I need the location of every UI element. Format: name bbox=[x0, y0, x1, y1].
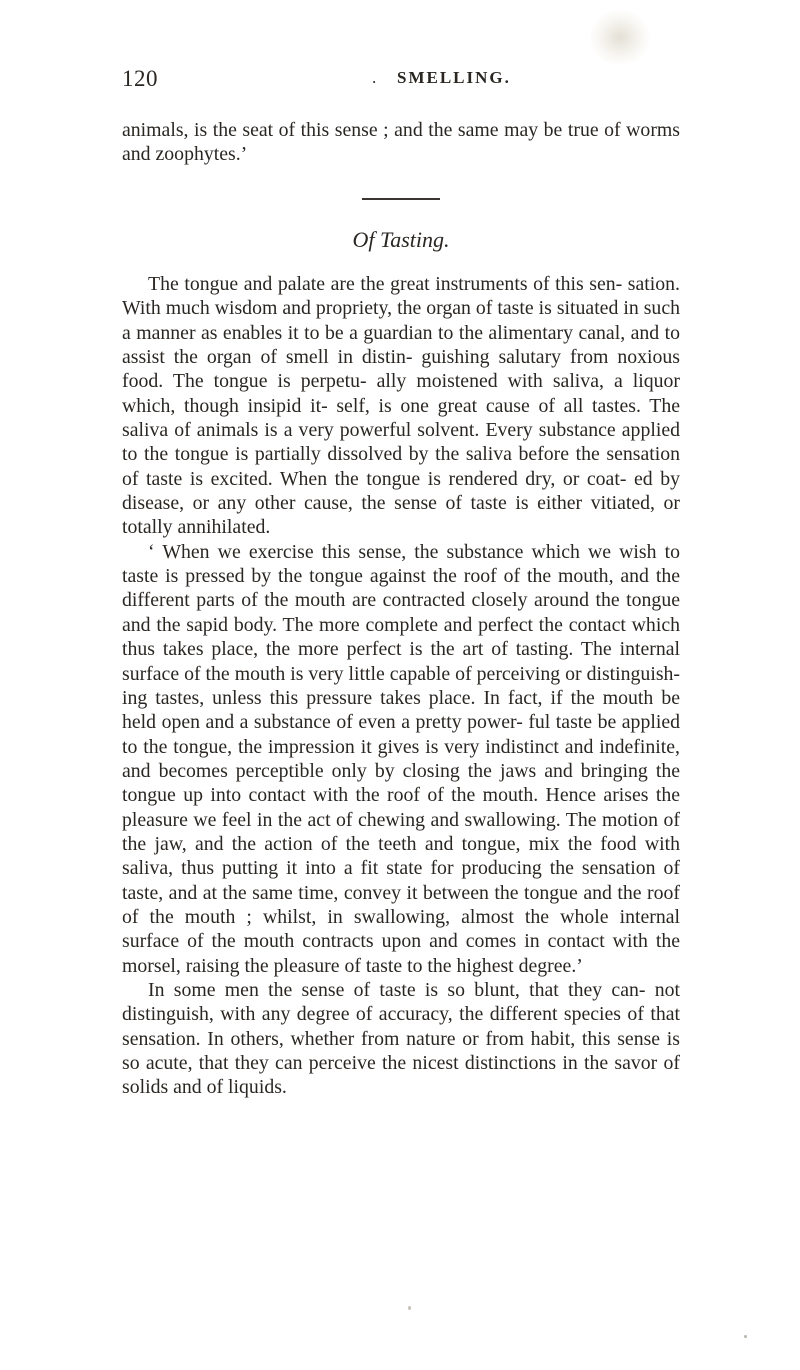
page-stain bbox=[590, 10, 650, 65]
opening-text bbox=[122, 118, 680, 167]
running-head: SMELLING. bbox=[397, 68, 511, 87]
paragraph-3: In some men the sense of taste is so blunt, that they can- not distinguish, with any degree of accuracy, the different species of that sensation. In others, whether from nature or from habit, this sense is so acute, that they can perceive the nicest distinctions in the savor of solids and of liquids. bbox=[122, 978, 680, 1099]
section-divider bbox=[362, 198, 440, 200]
page-number: 120 bbox=[122, 66, 158, 91]
section-title: Of Tasting. bbox=[352, 227, 450, 252]
paragraph-2: ‘ When we exercise this sense, the substance which we wish to taste is pressed by the tongue against the roof of the mouth, and the different parts of the mouth are contracted closely around the tongue and the sapid body. The more complete and perfect the contact which thus takes place, the more perfect is the art of tasting. The internal surface of the mouth is very little capable of perceiving or distinguish- ing tastes, unless this pressure takes place. In fact, if the mouth be held open and a substance of even a pretty power- ful taste be applied to the tongue, the impression it gives is very indistinct and indefinite, and becomes perceptible only by closing the jaws and bringing the tongue up into contact with the roof of the mouth. Hence arises the pleasure we feel in the act of chewing and swallowing. The motion of the jaw, and the action of the teeth and tongue, mix the food with saliva, thus putting it into a fit state for producing the sensation of taste, and at the same time, convey it between the tongue and the roof of the mouth ; whilst, in swallowing, almost the whole internal surface of the mouth contracts upon and comes in contact with the morsel, raising the pleasure of taste to the highest degree.’ bbox=[122, 540, 680, 977]
section-body bbox=[122, 272, 680, 1100]
paragraph-1: The tongue and palate are the great instruments of this sen- sation. With much wisdom and propriety, the organ of taste is situated in such a manner as enables it to be a guardian to the alimentary canal, and to assist the organ of smell in distin- guishing salutary from noxious food. The tongue is perpetu- ally moistened with saliva, a liquor which, though insipid it- self, is one great cause of all tastes. The saliva of animals is a very powerful solvent. Every substance applied to the tongue is partially dissolved by the saliva before the sensation of taste is excited. When the tongue is rendered dry, or coat- ed by disease, or any other cause, the sense of taste is either vitiated, or totally annihilated. bbox=[122, 273, 680, 539]
header-separator: . bbox=[372, 68, 377, 87]
page-header bbox=[122, 66, 682, 96]
page-speck bbox=[408, 1306, 411, 1310]
page-speck bbox=[744, 1335, 747, 1338]
opening-paragraph: animals, is the seat of this sense ; and the same may be true of worms and zoophytes.’ bbox=[122, 119, 680, 166]
